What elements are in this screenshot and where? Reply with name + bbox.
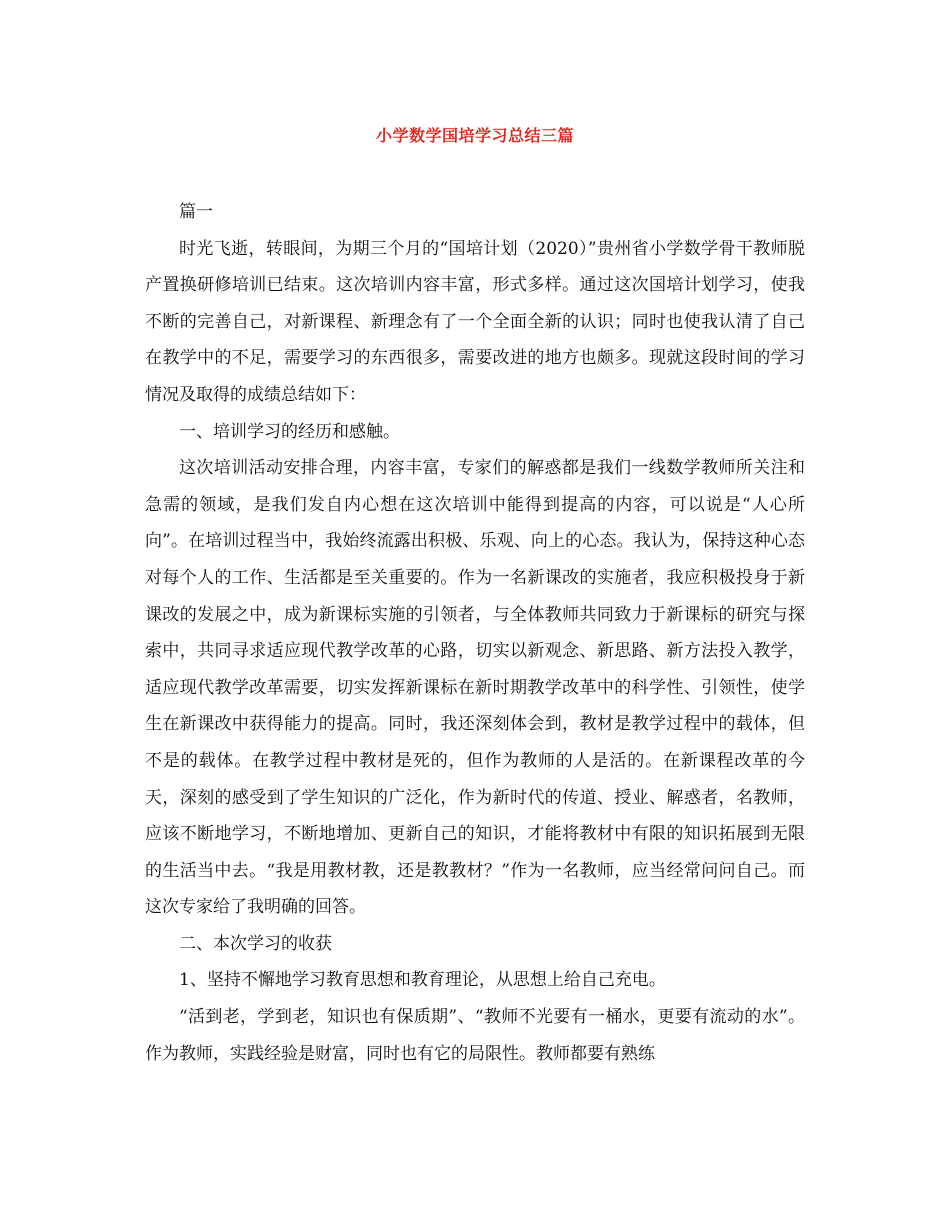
paragraph-intro: 时光飞逝，转眼间，为期三个月的“国培计划（2020）”贵州省小学数学骨干教师脱产置换研修培训已结束。这次培训内容丰富，形式多样。通过这次国培计划学习，使我不断的完善自己，对新课程、新理念有了一个全面全新的认识；同时也使我认清了自己在教学中的不足，需要学习的东西很多，需要改进的地方也颇多。现就这段时间的学习情况及取得的成绩总结如下： <box>145 238 805 405</box>
subheading-continuous-learning: 1、坚持不懈地学习教育思想和教育理论，从思想上给自己充电。 <box>179 970 666 991</box>
section-label-part-one: 篇一 <box>179 202 213 222</box>
paragraph-training-reflection: 这次培训活动安排合理，内容丰富，专家们的解惑都是我们一线数学教师所关注和急需的领域，是我们发自内心想在这次培训中能得到提高的内容，可以说是“人心所向”。在培训过程当中，我始终流露出积极、乐观、向上的心态。我认为，保持这种心态对每个人的工作、生活都是至关重要的。作为一名新课改的实施者，我应积极投身于新课改的发展之中，成为新课标实施的引领者，与全体教师共同致力于新课标的研究与探索中，共同寻求适应现代教学改革的心路，切实以新观念、新思路、新方法投入教学，适应现代教学改革需要，切实发挥新课标在新时期教学改革中的科学性、引领性，使学生在新课改中获得能力的提高。同时，我还深刻体会到，教材是教学过程中的载体，但不是的载体。在教学过程中教材是死的，但作为教师的人是活的。在新课程改革的今天，深刻的感受到了学生知识的广泛化，作为新时代的传道、授业、解惑者，名教师，应该不断地学习，不断地增加、更新自己的知识，才能将教材中有限的知识拓展到无限的生活当中去。“我是用教材教，还是教教材？”作为一名教师，应当经常问问自己。而这次专家给了我明确的回答。 <box>145 458 805 918</box>
heading-training-experience: 一、培训学习的经历和感触。 <box>179 421 400 442</box>
heading-learning-gains: 二、本次学习的收获 <box>179 933 332 954</box>
document-body <box>145 194 805 1072</box>
paragraph-lifelong-learning: “活到老，学到老，知识也有保质期”、“教师不光要有一桶水，更要有流动的水”。作为教师，实践经验是财富，同时也有它的局限性。教师都要有熟练 <box>145 1007 805 1064</box>
document-title: 小学数学国培学习总结三篇 <box>375 126 574 145</box>
